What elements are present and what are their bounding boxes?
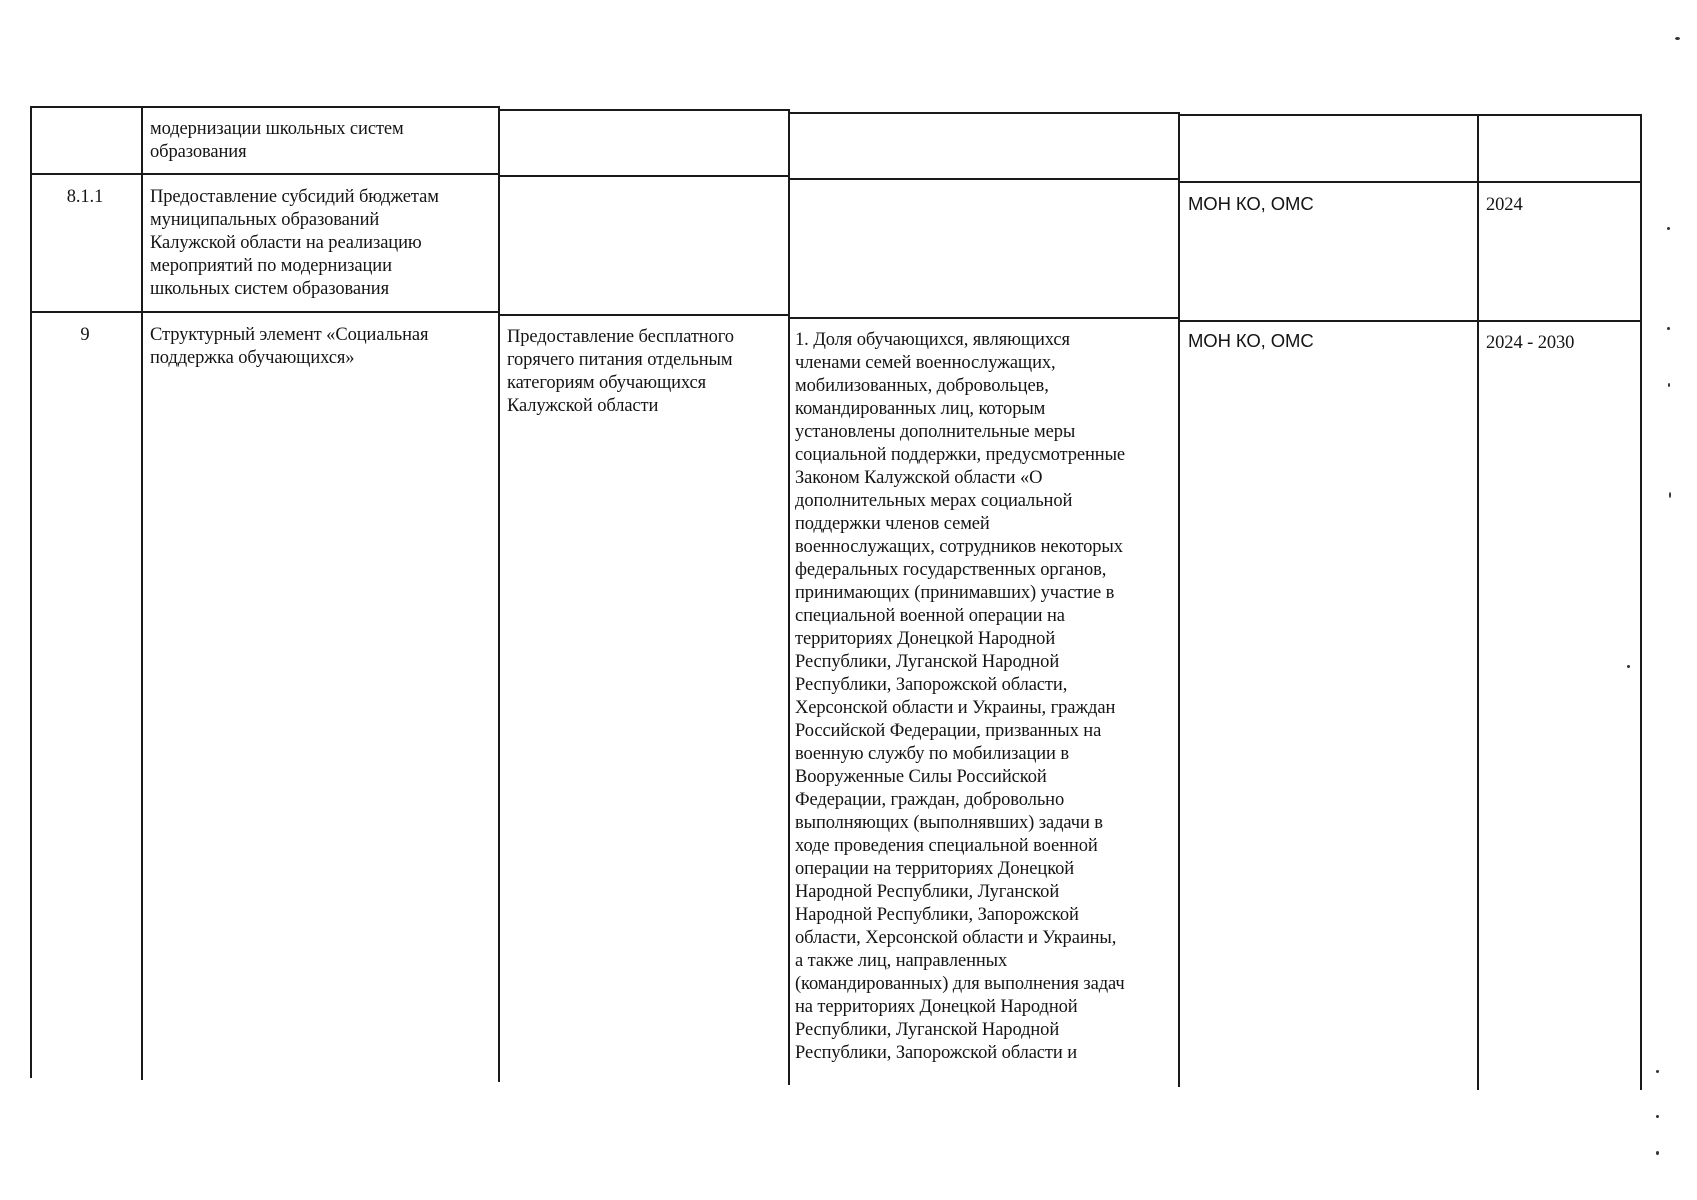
table-top-border [30,106,500,108]
scan-speck [1656,1070,1659,1073]
scan-speck [1667,327,1670,330]
row1-number-cell: 8.1.1 [66,187,104,207]
scan-speck [1675,37,1680,40]
column-border-0 [30,106,32,1078]
column-border-1 [141,106,143,1080]
column-border-3 [788,110,790,1085]
row2-number-cell: 9 [80,325,90,345]
row0-name-cell: модернизации школьных систем образования [150,119,404,162]
row-divider-1 [790,178,1180,180]
scan-speck [1656,1151,1659,1155]
row1-period-cell: 2024 [1486,195,1523,215]
row1-name-cell: Предоставление субсидий бюджетам муниципальных образований Калужской области на реализацию мероприятий по модернизации школьных систем образования [150,187,439,299]
row1-executor-cell: МОН КО, ОМС [1188,193,1314,214]
column-border-2 [498,108,500,1082]
table-top-border [790,112,1180,114]
row2-executor-cell: МОН КО, ОМС [1188,330,1314,351]
table-top-border [500,109,790,111]
scan-speck [1667,227,1670,230]
row-divider-2 [790,317,1180,319]
scan-speck [1668,383,1670,387]
column-border-4 [1178,113,1180,1087]
row2-period-cell: 2024 - 2030 [1486,333,1575,353]
row-divider-1 [500,175,790,177]
row2-result-cell: Предоставление бесплатного горячего питания отдельным категориям обучающихся Калужской области [507,327,734,416]
column-border-5 [1477,114,1479,1090]
row-divider-1 [30,173,500,175]
row-divider-2 [1180,320,1642,322]
column-border-6 [1640,114,1642,1090]
scan-speck [1669,492,1671,498]
row2-indicator-cell: 1. Доля обучающихся, являющихся членами семей военнослужащих, мобилизованных, добровольцев, командированных лиц, которым установлены дополнительные меры социальной поддержки, предусмотренные Законом Калужской области «О дополнительных мерах социальной поддержки членов семей военнослужащих, сотрудников некоторых федеральных государственных органов, принимающих (принимавших) участие в специальной военной операции на территориях Донецкой Народной Республики, Луганской Народной Республики, Запорожской области, Херсонской области и Украины, граждан Российской Федерации, призванных на военную службу по мобилизации в Вооруженные Силы Российской Федерации, граждан, добровольно выполняющих (выполнявших) задачи в ходе проведения специальной военной операции на территориях Донецкой Народной Республики, Луганской Народной Республики, Запорожской области, Херсонской области и Украины, а также лиц, направленных (командированных) для выполнения задач на территориях Донецкой Народной Республики, Луганской Народной Республики, Запорожской области и [795,330,1126,1063]
scan-speck [1656,1115,1659,1118]
scan-speck [1627,665,1630,668]
row-divider-1 [1180,181,1642,183]
table-top-border [1180,114,1642,116]
row-divider-2 [30,311,500,313]
row-divider-2 [500,314,790,316]
row2-name-cell: Структурный элемент «Социальная поддержка обучающихся» [150,325,429,368]
